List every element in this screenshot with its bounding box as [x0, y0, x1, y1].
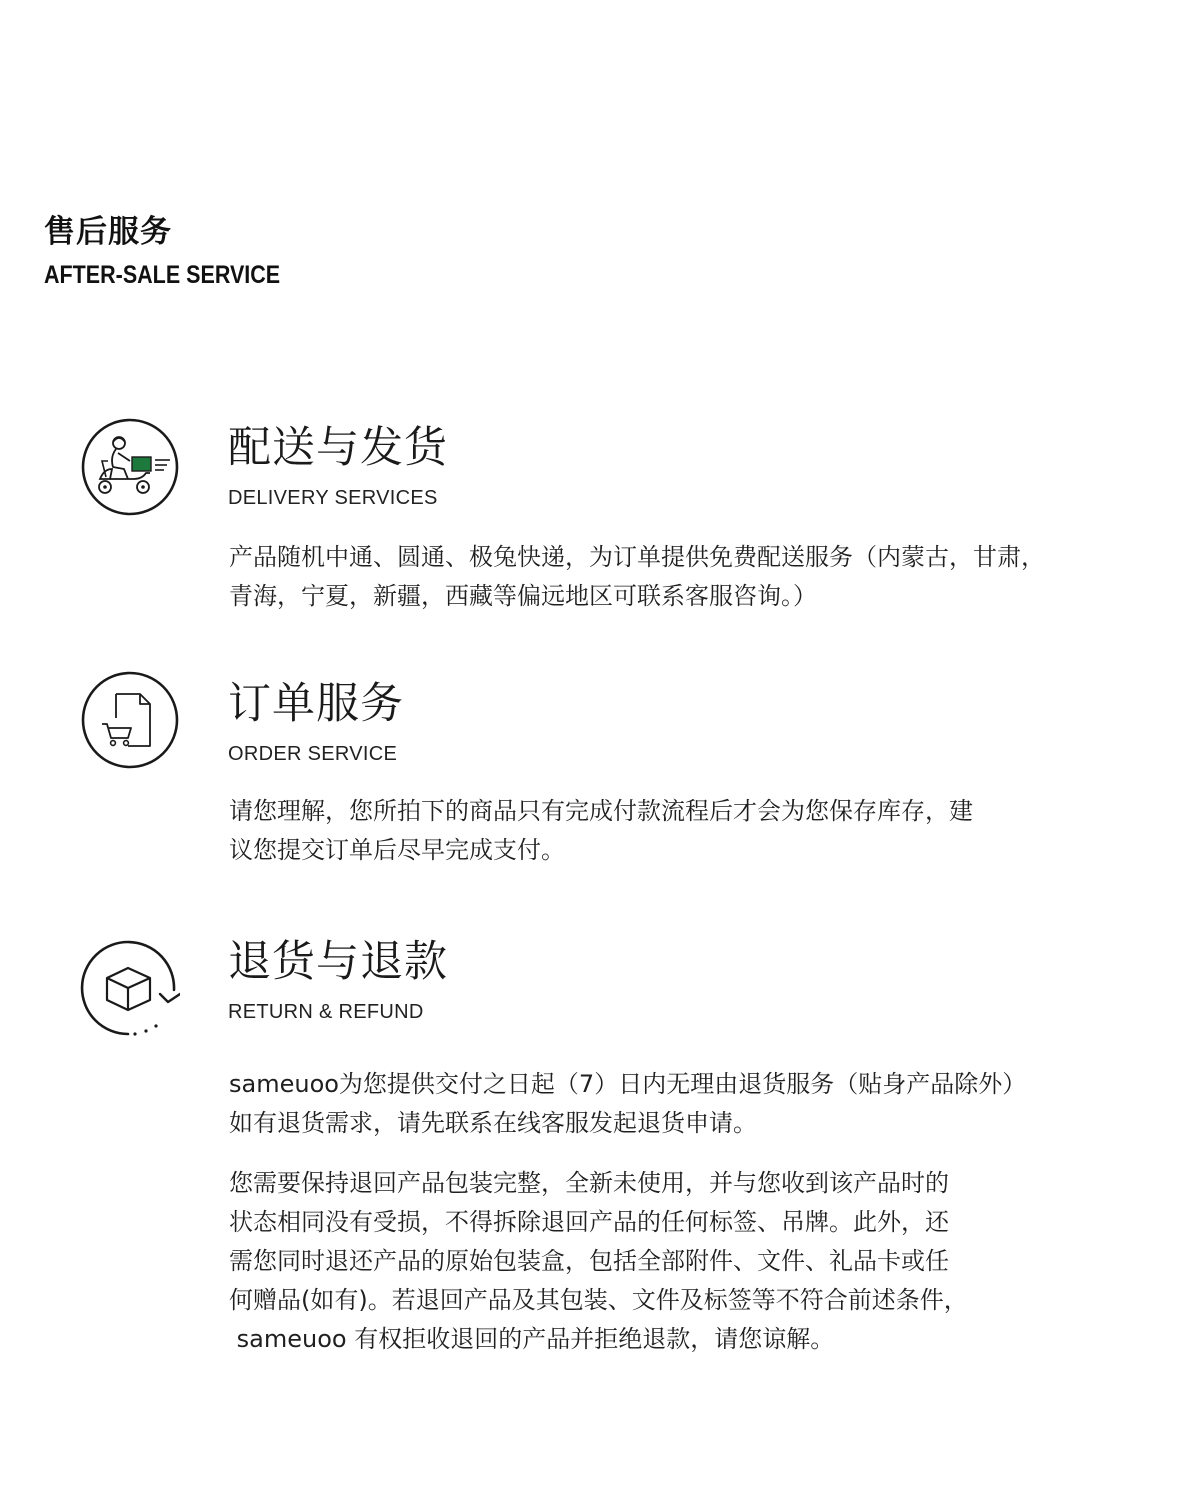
text-line: 何赠品(如有)。若退回产品及其包装、文件及标签等不符合前述条件， — [229, 1286, 968, 1314]
text-line: 您需要保持退回产品包装完整，全新未使用，并与您收到该产品时的 — [229, 1169, 949, 1197]
page-header — [44, 212, 319, 290]
page-title: 售后服务 — [44, 214, 172, 250]
return-policy-details — [229, 1164, 1089, 1359]
delivery-description — [229, 538, 1089, 616]
delivery-title: 配送与发货 — [228, 423, 448, 473]
order-title: 订单服务 — [228, 679, 404, 729]
text-line: 请您理解，您所拍下的商品只有完成付款流程后才会为您保存库存，建 — [229, 797, 973, 825]
return-box-icon — [80, 938, 180, 1038]
text-line: 状态相同没有受损，不得拆除退回产品的任何标签、吊牌。此外，还 — [229, 1208, 949, 1236]
text-line: 需您同时退还产品的原始包装盒，包括全部附件、文件、礼品卡或任 — [229, 1247, 949, 1275]
return-policy-summary — [229, 1065, 1089, 1143]
text-line: sameuoo 有权拒收退回的产品并拒绝退款，请您谅解。 — [229, 1325, 835, 1353]
delivery-scooter-icon — [80, 417, 180, 517]
return-title: 退货与退款 — [228, 937, 448, 987]
text-line: 青海，宁夏，新疆，西藏等偏远地区可联系客服咨询。） — [229, 582, 817, 610]
order-subtitle: ORDER SERVICE — [228, 743, 398, 765]
text-line: 产品随机中通、圆通、极兔快递，为订单提供免费配送服务（内蒙古，甘肃， — [229, 543, 1045, 571]
text-line: sameuoo为您提供交付之日起（7）日内无理由退货服务（贴身产品除外） — [229, 1070, 1027, 1098]
text-line: 议您提交订单后尽早完成支付。 — [229, 836, 565, 864]
order-description — [229, 792, 1089, 870]
order-cart-document-icon — [80, 670, 180, 770]
delivery-subtitle: DELIVERY SERVICES — [228, 487, 438, 509]
return-subtitle: RETURN & REFUND — [228, 1001, 424, 1023]
text-line: 如有退货需求，请先联系在线客服发起退货申请。 — [229, 1109, 757, 1137]
page-subtitle: AFTER-SALE SERVICE — [44, 261, 281, 289]
